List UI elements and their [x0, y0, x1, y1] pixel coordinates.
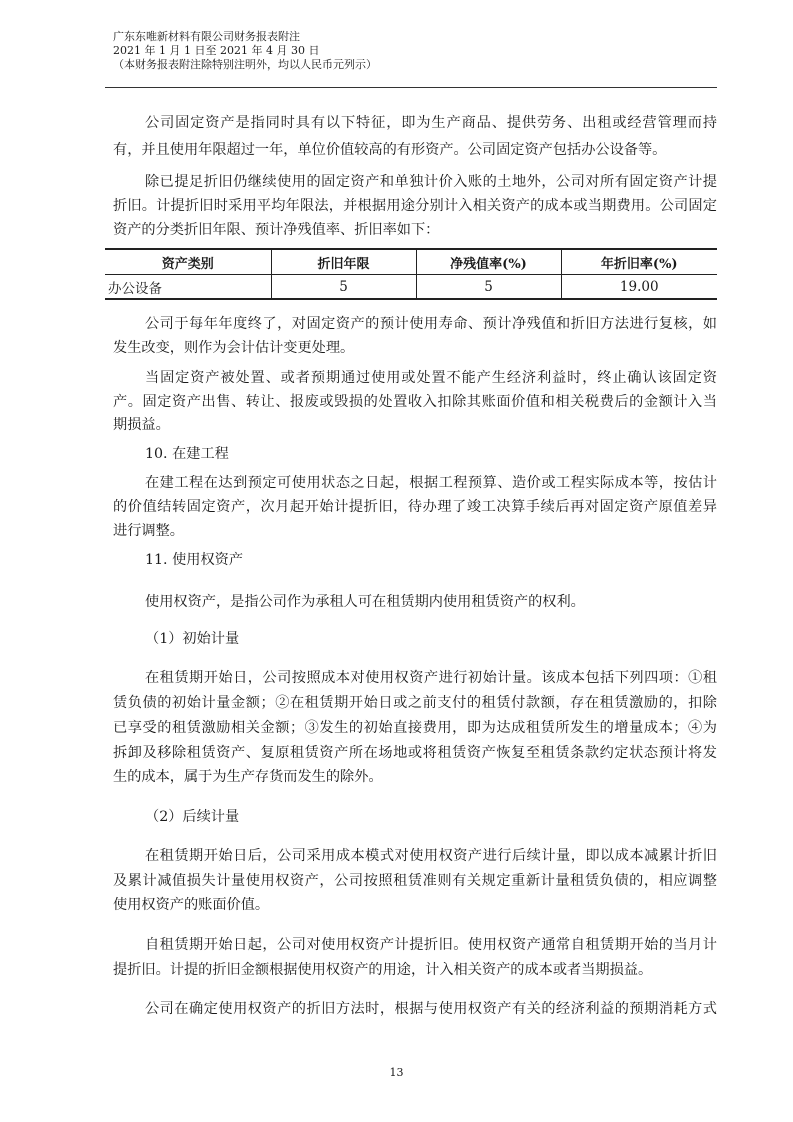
- section-heading: 10. 在建工程: [145, 446, 229, 462]
- paragraph-line: 在租赁期开始日，公司按照成本对使用权资产进行初始计量。该成本包括下列四项：①租: [145, 670, 717, 686]
- table-cell: 19.00: [561, 275, 717, 300]
- table-row: [105, 275, 717, 300]
- paragraph-line: 期损益。: [113, 417, 170, 433]
- subsection-heading: （2）后续计量: [145, 809, 240, 825]
- paragraph-line: 及累计减值损失计量使用权资产，公司按照租赁准则有关规定重新计量租赁负债的，相应调整: [113, 873, 717, 889]
- table-header-cell: 年折旧率(%): [561, 249, 717, 275]
- header-period: 2021 年 1 月 1 日至 2021 年 4 月 30 日: [113, 44, 320, 57]
- paragraph-line: 生的成本，属于为生产存货而发生的除外。: [113, 769, 383, 785]
- header-note: （本财务报表附注除特别注明外，均以人民币元列示）: [113, 58, 377, 71]
- depreciation-table: [105, 248, 717, 300]
- paragraph-line: 在建工程在达到预定可使用状态之日起，根据工程预算、造价或工程实际成本等，按估计: [145, 475, 717, 491]
- paragraph-line: 自租赁期开始日起，公司对使用权资产计提折旧。使用权资产通常自租赁期开始的当月计: [145, 937, 717, 953]
- paragraph-line: 除已提足折旧仍继续使用的固定资产和单独计价入账的土地外，公司对所有固定资产计提: [145, 174, 717, 190]
- table-cell: 5: [416, 275, 561, 300]
- paragraph-line: 拆卸及移除租赁资产、复原租赁资产所在场地或将租赁资产恢复至租赁条款约定状态预计将发: [113, 745, 717, 761]
- page-number: 13: [389, 1066, 404, 1079]
- paragraph-line: 公司在确定使用权资产的折旧方法时，根据与使用权资产有关的经济利益的预期消耗方式: [145, 1001, 717, 1017]
- table-header-cell: 折旧年限: [271, 249, 416, 275]
- header-rule: [105, 87, 717, 88]
- paragraph-line: 已享受的租赁激励相关金额；③发生的初始直接费用，即为达成租赁所发生的增量成本；④为: [113, 720, 717, 736]
- paragraph-line: 赁负债的初始计量金额；②在租赁期开始日或之前支付的租赁付款额，存在租赁激励的，扣除: [113, 695, 717, 711]
- paragraph-line: 的价值结转固定资产，次月起开始计提折旧，待办理了竣工决算手续后再对固定资产原值差异: [113, 499, 717, 515]
- table-header-row: [105, 249, 717, 275]
- table-header-cell: 资产类别: [105, 249, 271, 275]
- paragraph-line: 折旧。计提折旧时采用平均年限法，并根据用途分别计入相关资产的成本或当期费用。公司固定: [113, 198, 717, 214]
- paragraph-line: 发生改变，则作为会计估计变更处理。: [113, 340, 355, 356]
- table-cell: 办公设备: [105, 275, 271, 300]
- page-header: [113, 30, 377, 72]
- section-heading: 11. 使用权资产: [145, 552, 244, 568]
- paragraph-line: 使用权资产，是指公司作为承租人可在租赁期内使用租赁资产的权利。: [145, 594, 585, 610]
- table-cell: 5: [271, 275, 416, 300]
- paragraph-line: 当固定资产被处置、或者预期通过使用或处置不能产生经济利益时，终止确认该固定资: [145, 370, 717, 386]
- paragraph-line: 资产的分类折旧年限、预计净残值率、折旧率如下：: [113, 222, 440, 238]
- table-header-cell: 净残值率(%): [416, 249, 561, 275]
- paragraph-line: 在租赁期开始日后，公司采用成本模式对使用权资产进行后续计量，即以成本减累计折旧: [145, 848, 717, 864]
- paragraph-line: 公司于每年年度终了，对固定资产的预计使用寿命、预计净残值和折旧方法进行复核，如: [145, 316, 717, 332]
- paragraph-line: 进行调整。: [113, 523, 184, 539]
- paragraph-line: 使用权资产的账面价值。: [113, 897, 270, 913]
- subsection-heading: （1）初始计量: [145, 631, 240, 647]
- paragraph-line: 有，并且使用年限超过一年，单位价值较高的有形资产。公司固定资产包括办公设备等。: [113, 142, 667, 158]
- paragraph-line: 公司固定资产是指同时具有以下特征，即为生产商品、提供劳务、出租或经营管理而持: [145, 115, 717, 131]
- header-company: 广东东唯新材料有限公司财务报表附注: [113, 30, 300, 43]
- paragraph-line: 产。固定资产出售、转让、报废或毁损的处置收入扣除其账面价值和相关税费后的金额计入当: [113, 394, 717, 410]
- paragraph-line: 提折旧。计提的折旧金额根据使用权资产的用途，计入相关资产的成本或者当期损益。: [113, 962, 653, 978]
